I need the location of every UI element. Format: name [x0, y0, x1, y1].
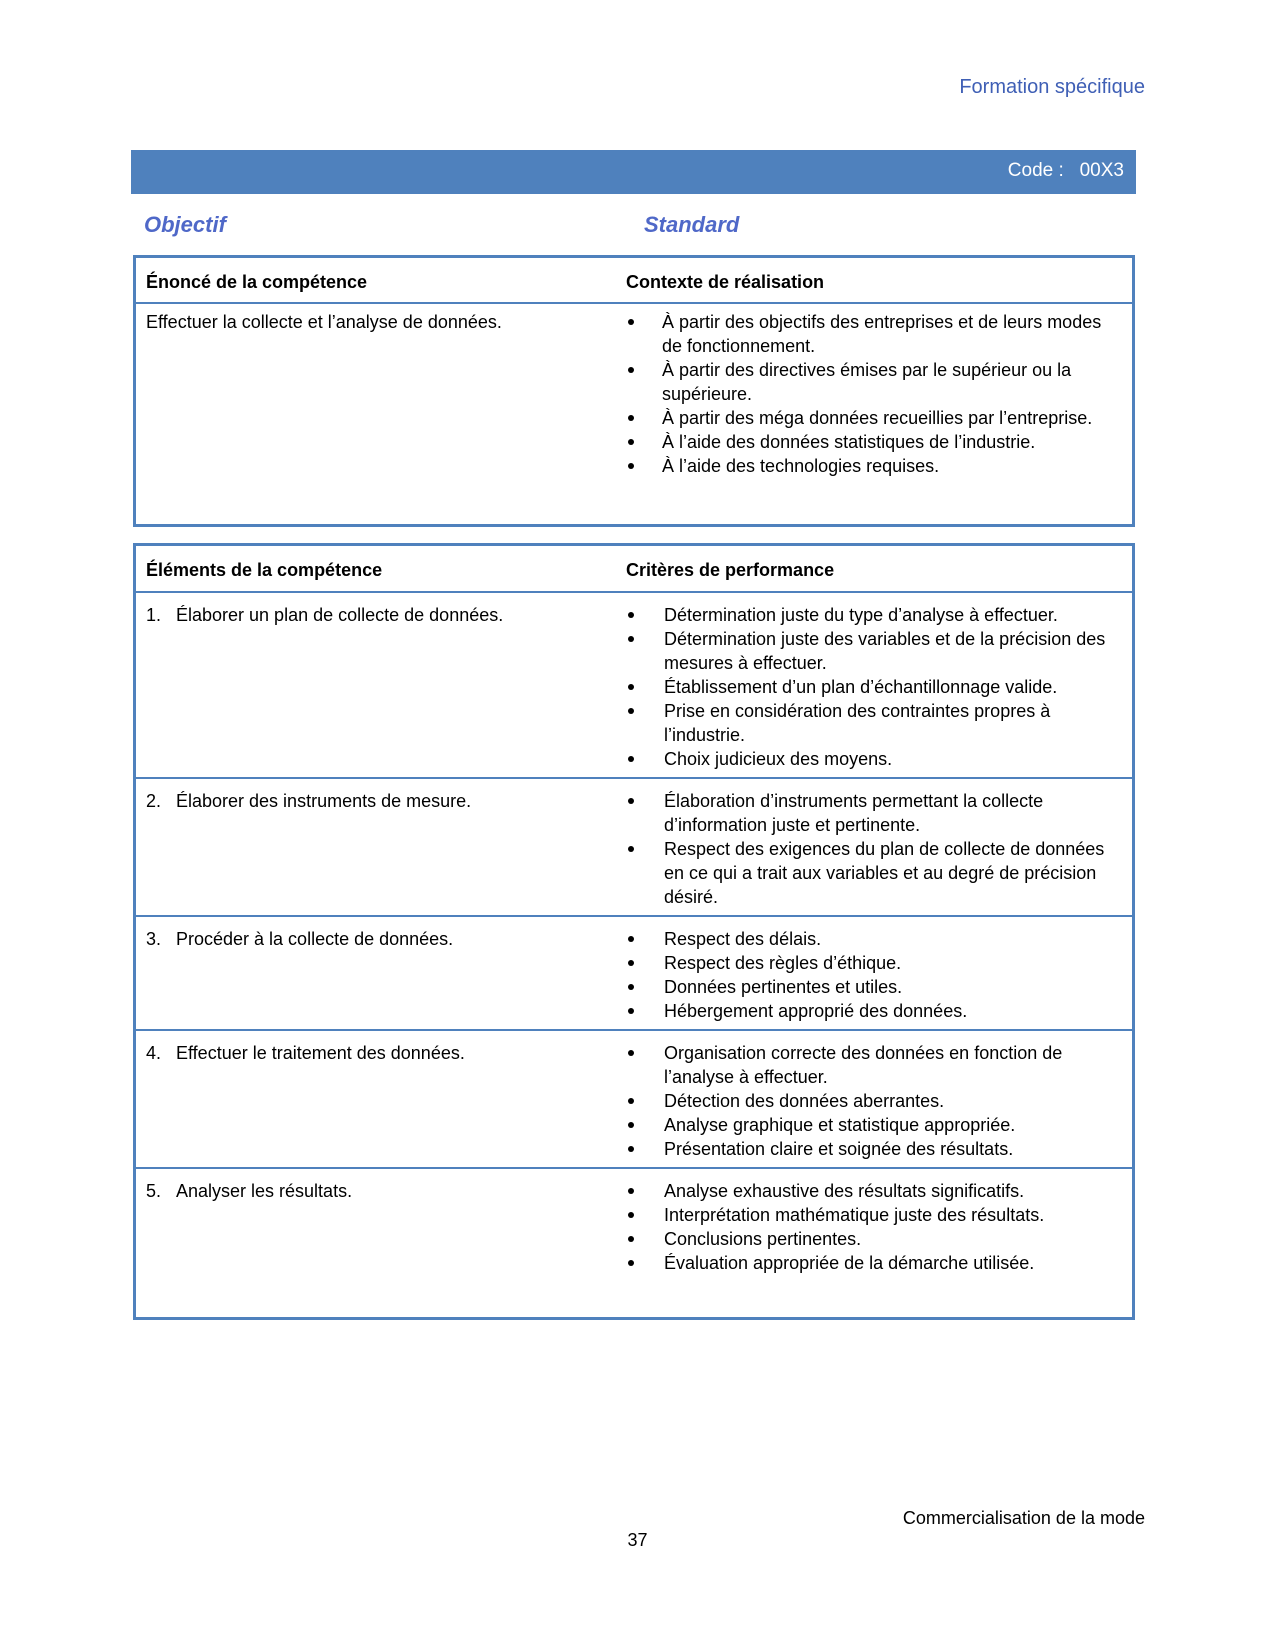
list-item: Respect des exigences du plan de collecte de données en ce qui a trait aux variables et au degré de précision désiré. — [626, 837, 1122, 909]
element-item — [146, 1041, 606, 1065]
element-text: Analyser les résultats. — [176, 1181, 353, 1201]
list-item: À partir des directives émises par le supérieur ou la supérieure. — [626, 358, 1122, 406]
elements-table — [133, 543, 1135, 1320]
list-item: Établissement d’un plan d’échantillonnage valide. — [626, 675, 1122, 699]
element-text: Procéder à la collecte de données. — [176, 929, 454, 949]
criteria-list — [626, 927, 1122, 1023]
element-item — [146, 789, 606, 813]
objectif-label: Objectif — [144, 212, 226, 237]
element-number: 2. — [146, 791, 162, 811]
table-row — [136, 592, 1132, 778]
list-item: À partir des objectifs des entreprises et de leurs modes de fonctionnement. — [626, 310, 1122, 358]
list-item: À partir des méga données recueillies par l’entreprise. — [626, 406, 1122, 430]
enonce-header: Énoncé de la compétence — [136, 258, 616, 303]
element-number: 4. — [146, 1043, 162, 1063]
subheader — [144, 212, 1134, 240]
criteres-header: Critères de performance — [616, 546, 1132, 592]
list-item: Analyse graphique et statistique appropriée. — [626, 1113, 1122, 1137]
section-title: Formation spécifique — [959, 76, 1145, 98]
list-item: Élaboration d’instruments permettant la collecte d’information juste et pertinente. — [626, 789, 1122, 837]
element-item — [146, 603, 606, 627]
table-row — [136, 1030, 1132, 1168]
list-item: Interprétation mathématique juste des résultats. — [626, 1203, 1122, 1227]
list-item: Hébergement approprié des données. — [626, 999, 1122, 1023]
list-item: À l’aide des technologies requises. — [626, 454, 1122, 478]
list-item: Respect des délais. — [626, 927, 1122, 951]
list-item: Évaluation appropriée de la démarche utilisée. — [626, 1251, 1122, 1275]
list-item: Conclusions pertinentes. — [626, 1227, 1122, 1251]
criteria-list — [626, 789, 1122, 909]
list-item: À l’aide des données statistiques de l’industrie. — [626, 430, 1122, 454]
element-text: Élaborer un plan de collecte de données. — [176, 605, 504, 625]
element-text: Effectuer le traitement des données. — [176, 1043, 465, 1063]
competency-code: Code : 00X3 — [1007, 160, 1124, 181]
list-item: Choix judicieux des moyens. — [626, 747, 1122, 771]
list-item: Détermination juste du type d’analyse à effectuer. — [626, 603, 1122, 627]
elements-header: Éléments de la compétence — [136, 546, 616, 592]
page-number: 37 — [627, 1530, 648, 1550]
contexte-header: Contexte de réalisation — [616, 258, 1132, 303]
list-item: Détermination juste des variables et de la précision des mesures à effectuer. — [626, 627, 1122, 675]
competence-table — [133, 255, 1135, 527]
criteria-list — [626, 1041, 1122, 1161]
list-item: Présentation claire et soignée des résultats. — [626, 1137, 1122, 1161]
criteria-list — [626, 603, 1122, 771]
list-item: Analyse exhaustive des résultats significatifs. — [626, 1179, 1122, 1203]
element-item — [146, 927, 606, 951]
table-row — [136, 1168, 1132, 1281]
code-bar — [131, 150, 1136, 194]
program-name: Commercialisation de la mode — [902, 1508, 1145, 1528]
table-row — [136, 916, 1132, 1030]
competence-statement: Effectuer la collecte et l’analyse de données. — [146, 312, 502, 332]
element-number: 3. — [146, 929, 162, 949]
list-item: Prise en considération des contraintes propres à l’industrie. — [626, 699, 1122, 747]
list-item: Organisation correcte des données en fonction de l’analyse à effectuer. — [626, 1041, 1122, 1089]
standard-label: Standard — [644, 212, 740, 237]
list-item: Données pertinentes et utiles. — [626, 975, 1122, 999]
element-number: 1. — [146, 605, 162, 625]
list-item: Respect des règles d’éthique. — [626, 951, 1122, 975]
criteria-list — [626, 1179, 1122, 1275]
element-text: Élaborer des instruments de mesure. — [176, 791, 472, 811]
list-item: Détection des données aberrantes. — [626, 1089, 1122, 1113]
element-number: 5. — [146, 1181, 162, 1201]
table-row — [136, 778, 1132, 916]
element-item — [146, 1179, 606, 1203]
contexte-list — [626, 310, 1122, 478]
